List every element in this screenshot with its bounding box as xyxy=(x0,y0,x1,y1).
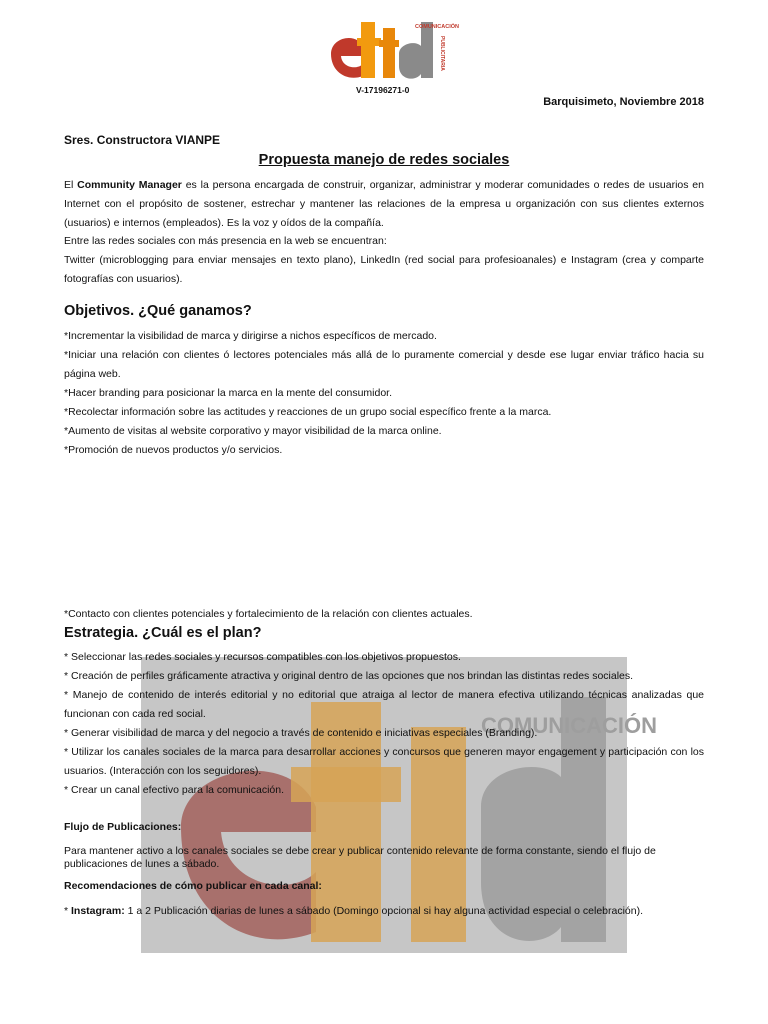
estrategia-item: * Utilizar los canales sociales de la marca para desarrollar acciones y concursos que generen mayor engagement y participación con los usuarios. (Interacción con los seguidores). xyxy=(64,746,704,777)
estrategia-heading: Estrategia. ¿Cuál es el plan? xyxy=(64,625,262,641)
objetivos-heading: Objetivos. ¿Qué ganamos? xyxy=(64,303,252,319)
company-logo xyxy=(329,14,459,80)
place-date: Barquisimeto, Noviembre 2018 xyxy=(543,96,704,108)
objetivo-item: *Iniciar una relación con clientes ó lectores potenciales más allá de lo puramente comercial y desde ese lugar enviar tráfico hacia su página web. xyxy=(64,349,704,380)
estrategia-item: * Creación de perfiles gráficamente atractiva y original dentro de las opciones que nos brindan las distintas redes sociales. xyxy=(64,670,634,682)
flujo-text: Para mantener activo a los canales sociales se debe crear y publicar contenido relevante de forma constante, siendo el flujo de publicaciones de lunes a sábado. xyxy=(64,845,656,870)
estrategia-item: * Crear un canal efectivo para la comunicación. xyxy=(64,784,285,796)
intro-networks-lead: Entre las redes sociales con más presencia en la web se encuentran: xyxy=(64,235,387,247)
objetivo-item: *Recolectar información sobre las actitudes y reacciones de un grupo social específico frente a la marca. xyxy=(64,406,552,418)
intro-paragraph: El Community Manager es la persona encargada de construir, organizar, administrar y moderar comunidades o redes de usuarios en Internet con el propósito de sostener, estrechar y mantener las relaciones de la empresa u organización con sus clientes externos (usuarios) e internos (empleados). Es la voz y oídos de la compañía. xyxy=(64,179,704,229)
document-title: Propuesta manejo de redes sociales xyxy=(258,152,510,168)
instagram-label: Instagram: xyxy=(71,905,125,917)
objetivo-item: *Promoción de nuevos productos y/o servicios. xyxy=(64,444,283,456)
intro-networks-list: Twitter (microblogging para enviar mensajes en texto plano), LinkedIn (red social para profesioanales) e Instagram (crea y comparte fotografías con usuarios). xyxy=(64,254,704,285)
estrategia-item: * Seleccionar las redes sociales y recursos compatibles con los objetivos propuestos. xyxy=(64,651,461,663)
community-manager-term: Community Manager xyxy=(77,179,182,191)
flujo-heading: Flujo de Publicaciones: xyxy=(64,821,182,833)
recipient: Sres. Constructora VIANPE xyxy=(64,133,221,147)
recomendaciones-heading: Recomendaciones de cómo publicar en cada canal: xyxy=(64,880,322,892)
objetivo-item: *Incrementar la visibilidad de marca y dirigirse a nichos específicos de mercado. xyxy=(64,330,437,342)
svg-text:PUBLICITARIA: PUBLICITARIA xyxy=(439,36,445,71)
objetivo-item: *Contacto con clientes potenciales y fortalecimiento de la relación con clientes actuales. xyxy=(64,608,473,620)
instagram-recommendation: * Instagram: 1 a 2 Publicación diarias de lunes a sábado (Domingo opcional si hay alguna actividad especial o celebración). xyxy=(64,905,644,917)
objetivo-item: *Aumento de visitas al website corporativo y mayor visibilidad de la marca online. xyxy=(64,425,442,437)
objetivo-item: *Hacer branding para posicionar la marca en la mente del consumidor. xyxy=(64,387,393,399)
svg-text:COMUNICACIÓN: COMUNICACIÓN xyxy=(481,713,657,738)
svg-text:COMUNICACIÓN: COMUNICACIÓN xyxy=(415,24,459,30)
estrategia-item: * Manejo de contenido de interés editorial y no editorial que atraiga al lector de manera efectiva utilizando técnicas analizadas que funcionan con cada red social. xyxy=(64,689,704,720)
rif-number: V-17196271-0 xyxy=(356,85,410,95)
estrategia-item: * Generar visibilidad de marca y del negocio a través de contenido e iniciativas especiales (Branding). xyxy=(64,727,538,739)
